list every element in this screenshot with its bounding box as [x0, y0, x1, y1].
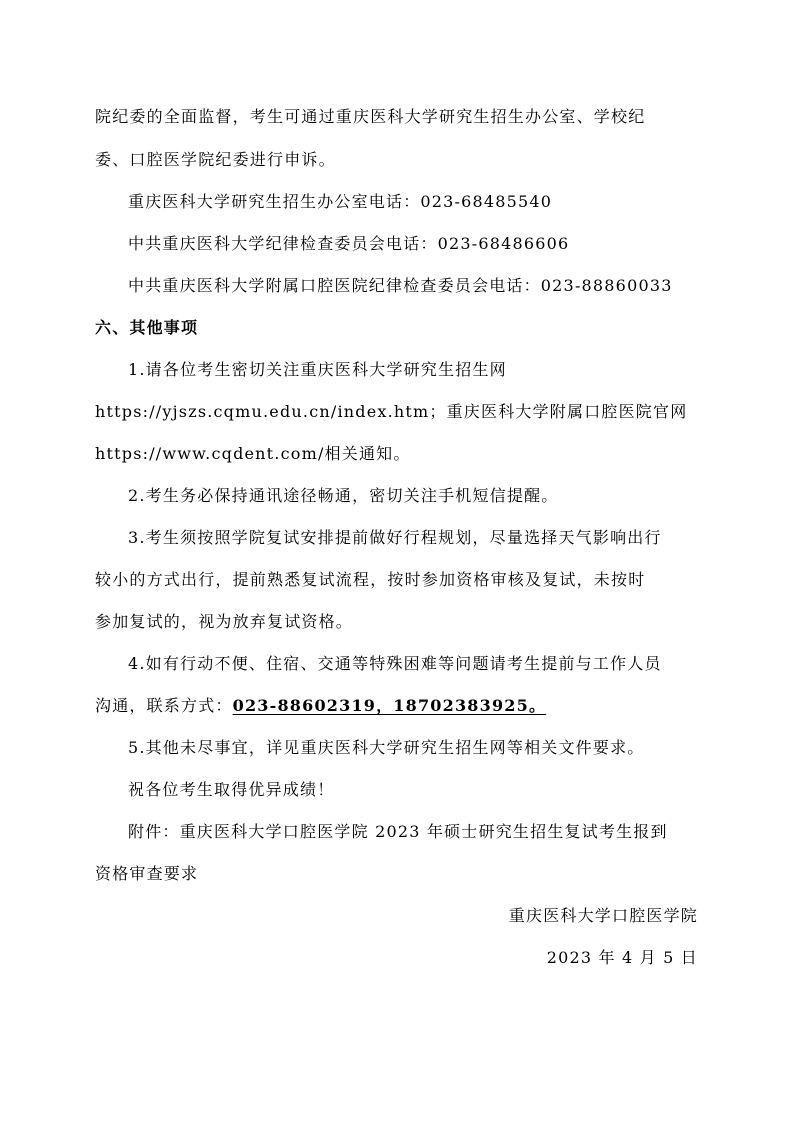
paragraph-line: 4.如有行动不便、住宿、交通等特殊困难等问题请考生提前与工作人员	[128, 654, 662, 673]
url-line: https://www.cqdent.com/相关通知。	[95, 444, 411, 463]
paragraph-line: 委、口腔医学院纪委进行申诉。	[95, 150, 336, 169]
contact-label: 沟通，联系方式：	[95, 696, 233, 715]
paragraph-line: 3.考生须按照学院复试安排提前做好行程规划，尽量选择天气影响出行	[128, 528, 662, 547]
paragraph-line: 1.请各位考生密切关注重庆医科大学研究生招生网	[128, 360, 507, 379]
paragraph-line: 较小的方式出行，提前熟悉复试流程，按时参加资格审核及复试，未按时	[95, 570, 646, 589]
paragraph-line: 院纪委的全面监督，考生可通过重庆医科大学研究生招生办公室、学校纪	[95, 107, 646, 126]
signature-org: 重庆医科大学口腔医学院	[508, 906, 698, 925]
phone-university-discipline: 中共重庆医科大学纪律检查委员会电话：023-68486606	[128, 234, 570, 253]
paragraph-line: 2.考生务必保持通讯途径畅通，密切关注手机短信提醒。	[128, 486, 559, 505]
paragraph-line: 参加复试的，视为放弃复试资格。	[95, 612, 354, 631]
phone-admissions-office: 重庆医科大学研究生招生办公室电话：023-68485540	[128, 192, 553, 211]
attachment-line: 附件：重庆医科大学口腔医学院 2023 年硕士研究生招生复试考生报到	[128, 822, 668, 841]
contact-line	[95, 695, 546, 717]
attachment-line: 资格审查要求	[95, 864, 199, 883]
phone-hospital-discipline: 中共重庆医科大学附属口腔医院纪律检查委员会电话：023-88860033	[128, 276, 673, 295]
paragraph-line: 5.其他未尽事宜，详见重庆医科大学研究生招生网等相关文件要求。	[128, 738, 645, 757]
paragraph-line: 祝各位考生取得优异成绩！	[128, 780, 335, 799]
contact-numbers: 023-88602319，18702383925。	[232, 696, 547, 715]
section-heading: 六、其他事项	[95, 318, 199, 337]
signature-date: 2023 年 4 月 5 日	[546, 948, 698, 967]
url-line: https://yjszs.cqmu.edu.cn/index.htm；重庆医科大学附属口腔医院官网	[95, 402, 688, 421]
